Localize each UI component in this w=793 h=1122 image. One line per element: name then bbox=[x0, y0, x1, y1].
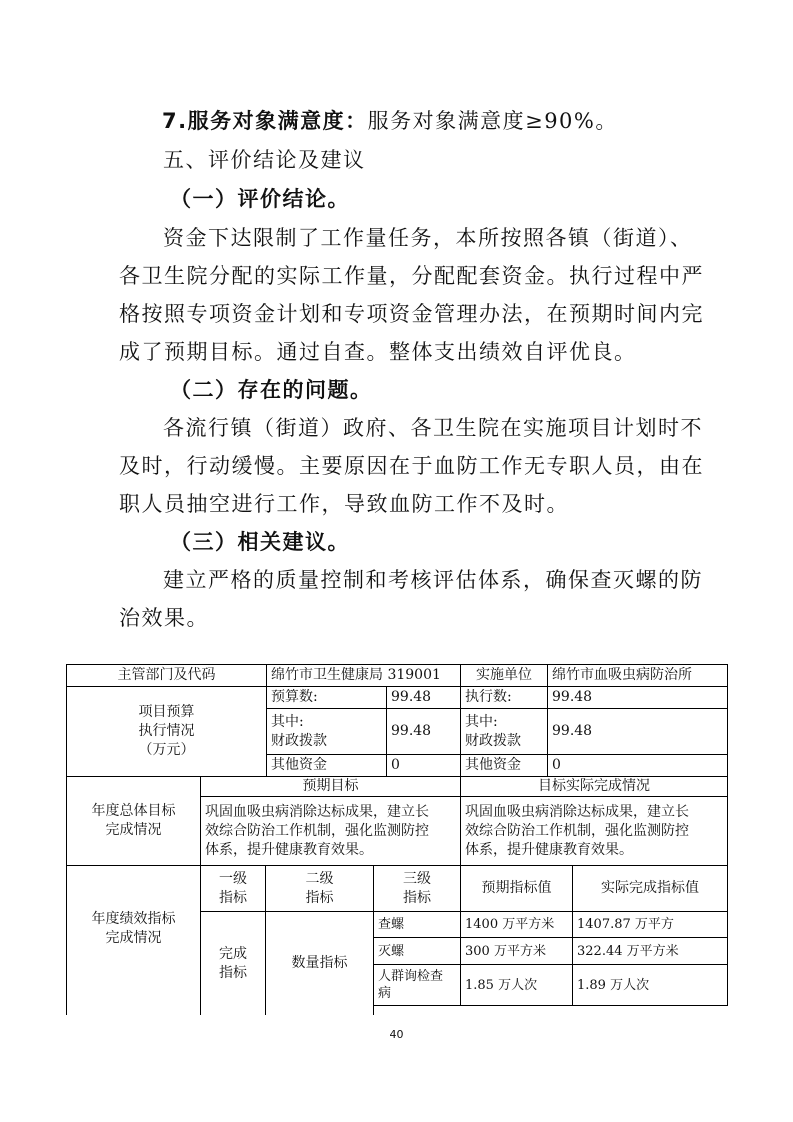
budget-label-cell bbox=[66, 686, 267, 777]
other-label: 其他资金 bbox=[271, 757, 327, 773]
dept-label: 主管部门及代码 bbox=[117, 667, 216, 683]
lvl3-header-cell bbox=[373, 865, 461, 912]
expected-goal-text-1: 巩固血吸虫病消除达标成果，建立长 bbox=[205, 803, 429, 820]
table-row-2-name-cell bbox=[373, 937, 461, 965]
dept-value: 绵竹市卫生健康局 319001 bbox=[271, 667, 441, 683]
perf-label-2: 完成情况 bbox=[105, 930, 162, 946]
lvl1-header-1: 一级 bbox=[219, 870, 247, 887]
expected-goal-text-cell bbox=[200, 796, 461, 866]
perf-label-1: 年度绩效指标 bbox=[91, 911, 176, 927]
lvl1-header-2: 指标 bbox=[219, 889, 247, 906]
table-row-2-expected-cell bbox=[460, 937, 573, 965]
budget-label-3: （万元） bbox=[138, 742, 195, 758]
actual-goal-header: 目标实际完成情况 bbox=[538, 778, 650, 794]
budget-label-2: 执行情况 bbox=[138, 723, 195, 739]
table-row-1-name: 查螺 bbox=[378, 917, 405, 932]
exec-num-label: 执行数: bbox=[465, 689, 512, 705]
table-row-3-name-cell bbox=[373, 964, 461, 1006]
other-exec-label-cell bbox=[460, 754, 548, 777]
paragraph-1-line-4: 成了预期目标。通过自查。整体支出绩效自评优良。 bbox=[119, 340, 637, 364]
item-7-line bbox=[162, 107, 618, 135]
table-row-3-actual-cell bbox=[572, 964, 728, 1006]
lvl3-header-1: 三级 bbox=[403, 870, 431, 887]
subsection-1-title: （一）评价结论。 bbox=[170, 187, 350, 211]
annual-goal-label-2: 完成情况 bbox=[105, 822, 162, 838]
paragraph-2-line-1: 各流行镇（街道）政府、各卫生院在实施项目计划时不 bbox=[163, 416, 703, 440]
item-7-text: 服务对象满意度≥90%。 bbox=[367, 109, 618, 133]
budget-num-value: 99.48 bbox=[391, 689, 432, 705]
other-exec-value: 0 bbox=[552, 757, 561, 773]
paragraph-1-line-2: 各卫生院分配的实际工作量，分配配套资金。执行过程中严 bbox=[119, 264, 704, 288]
annual-goal-label-cell bbox=[66, 776, 201, 866]
lvl2-header-1: 二级 bbox=[305, 870, 334, 887]
table-row-2-actual-cell bbox=[572, 937, 728, 965]
expected-goal-text-3: 体系，提升健康教育效果。 bbox=[205, 841, 373, 858]
perf-label-cell bbox=[66, 865, 201, 1015]
item-7-label: 7.服务对象满意度： bbox=[162, 109, 368, 133]
quantity-indicator: 数量指标 bbox=[291, 955, 348, 971]
exec-num-label-cell bbox=[460, 686, 548, 709]
complete-indicator-1: 完成 bbox=[219, 945, 247, 962]
lvl3-header-2: 指标 bbox=[403, 889, 431, 906]
actual-goal-header-cell bbox=[460, 776, 728, 797]
complete-indicator-2: 指标 bbox=[219, 964, 247, 981]
budget-num-label: 预算数: bbox=[271, 689, 318, 705]
expected-goal-header-cell bbox=[200, 776, 461, 797]
impl-label-cell bbox=[460, 664, 548, 687]
expected-value-header-cell bbox=[460, 865, 573, 912]
subsection-3-title: （三）相关建议。 bbox=[170, 530, 350, 554]
lvl2-header-cell bbox=[265, 865, 374, 912]
table-row-3-expected-cell bbox=[460, 964, 573, 1006]
actual-value-header: 实际完成指标值 bbox=[601, 880, 699, 896]
budget-label-1: 项目预算 bbox=[138, 704, 195, 720]
paragraph-2-line-2: 及时，行动缓慢。主要原因在于血防工作无专职人员，由在 bbox=[119, 454, 704, 478]
other-budget-value: 0 bbox=[391, 757, 400, 773]
dept-label-cell bbox=[66, 664, 267, 687]
table-row-1-actual-cell bbox=[572, 911, 728, 938]
expected-goal-text-2: 效综合防治工作机制，强化监测防控 bbox=[205, 822, 429, 839]
actual-goal-text-1: 巩固血吸虫病消除达标成果，建立长 bbox=[465, 803, 689, 820]
paragraph-3-line-2: 治效果。 bbox=[119, 606, 209, 630]
fiscal-label-1: 其中: bbox=[271, 713, 304, 730]
table-row-2-expected: 300 万平方米 bbox=[465, 943, 546, 959]
impl-value: 绵竹市血吸虫病防治所 bbox=[552, 667, 692, 683]
fiscal-exec-value: 99.48 bbox=[552, 723, 593, 739]
other-budget-cell bbox=[386, 754, 461, 777]
fiscal-exec-label-1: 其中: bbox=[465, 713, 498, 730]
exec-num-value-cell bbox=[547, 686, 728, 709]
actual-value-header-cell bbox=[572, 865, 728, 912]
other-exec-label: 其他资金 bbox=[465, 757, 521, 773]
table-row-1-actual: 1407.87 万平方 bbox=[577, 917, 674, 932]
fiscal-budget-cell bbox=[386, 708, 461, 755]
paragraph-1-line-1: 资金下达限制了工作量任务，本所按照各镇（街道）、 bbox=[163, 226, 693, 250]
table-row-3-name-1: 人群询检查 bbox=[378, 969, 444, 984]
table-row-2-name: 灭螺 bbox=[378, 943, 405, 959]
subsection-2-title: （二）存在的问题。 bbox=[170, 378, 373, 402]
dept-value-cell bbox=[266, 664, 461, 687]
expected-value-header: 预期指标值 bbox=[481, 880, 552, 896]
actual-goal-text-3: 体系，提升健康教育效果。 bbox=[465, 841, 633, 858]
lvl1-header-cell bbox=[200, 865, 266, 912]
expected-goal-header: 预期目标 bbox=[302, 778, 359, 794]
fiscal-label-2: 财政拨款 bbox=[271, 732, 327, 749]
impl-label: 实施单位 bbox=[476, 667, 532, 683]
table-row-1-expected-cell bbox=[460, 911, 573, 938]
fiscal-exec-label-cell bbox=[460, 708, 548, 755]
actual-goal-text-2: 效综合防治工作机制，强化监测防控 bbox=[465, 822, 689, 839]
other-exec-cell bbox=[547, 754, 728, 777]
actual-goal-text-cell bbox=[460, 796, 728, 866]
fiscal-exec-cell bbox=[547, 708, 728, 755]
budget-num-value-cell bbox=[386, 686, 461, 709]
fiscal-label-cell bbox=[266, 708, 387, 755]
budget-num-label-cell bbox=[266, 686, 387, 709]
page-number: 40 bbox=[389, 1028, 404, 1041]
table-row-2-actual: 322.44 万平方米 bbox=[577, 943, 679, 959]
paragraph-3-line-1: 建立严格的质量控制和考核评估体系，确保查灭螺的防 bbox=[163, 568, 703, 592]
table-row-1-name-cell bbox=[373, 911, 461, 938]
exec-num-value: 99.48 bbox=[552, 689, 593, 705]
fiscal-budget-value: 99.48 bbox=[391, 723, 432, 739]
fiscal-exec-label-2: 财政拨款 bbox=[465, 732, 521, 749]
table-row-3-actual: 1.89 万人次 bbox=[577, 977, 650, 993]
table-row-1-expected: 1400 万平方米 bbox=[465, 917, 555, 932]
section-5-title: 五、评价结论及建议 bbox=[163, 148, 366, 172]
paragraph-2-line-3: 职人员抽空进行工作，导致血防工作不及时。 bbox=[119, 492, 569, 516]
other-label-cell bbox=[266, 754, 387, 777]
quantity-indicator-cell bbox=[265, 911, 374, 1015]
paragraph-1-line-3: 格按照专项资金计划和专项资金管理办法，在预期时间内完 bbox=[119, 302, 704, 326]
lvl2-header-2: 指标 bbox=[305, 889, 334, 906]
table-row-3-name-2: 病 bbox=[378, 986, 392, 1001]
impl-value-cell bbox=[547, 664, 728, 687]
complete-indicator-cell bbox=[200, 911, 266, 1015]
table-row-3-expected: 1.85 万人次 bbox=[465, 977, 538, 993]
annual-goal-label-1: 年度总体目标 bbox=[91, 803, 176, 819]
